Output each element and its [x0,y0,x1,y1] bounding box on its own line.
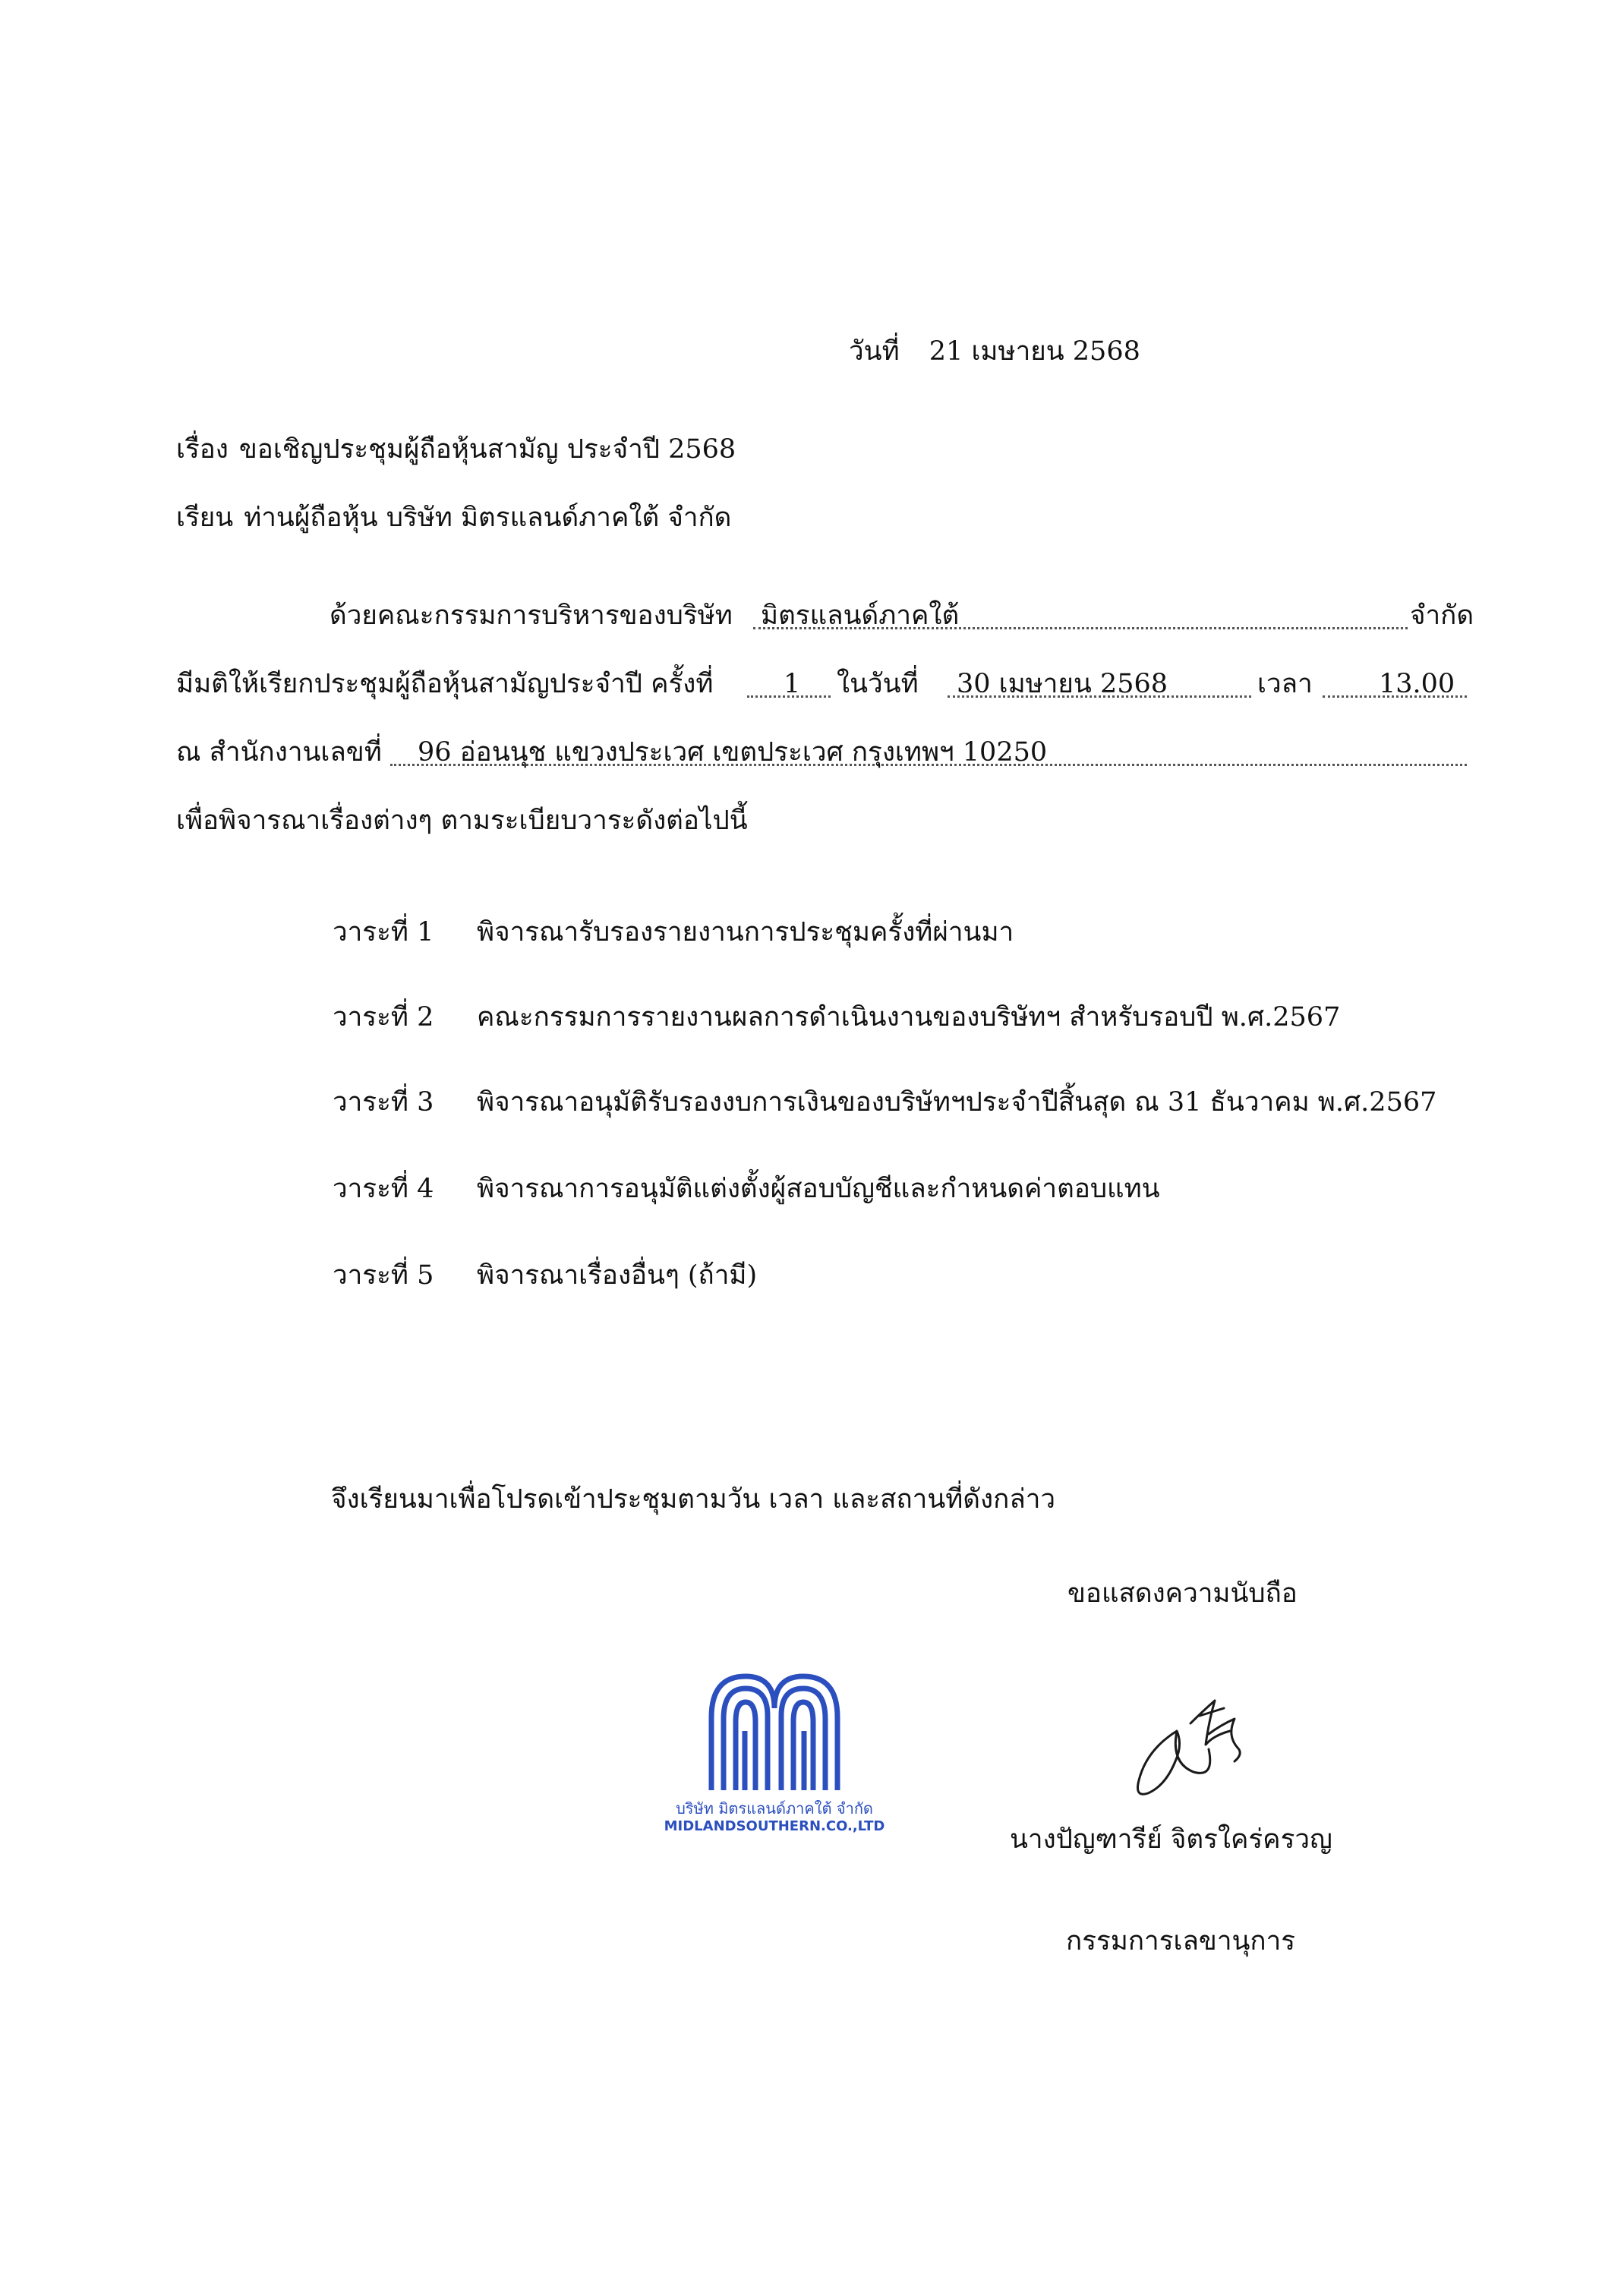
body-row-company [176,598,1474,636]
logo-name-english: MIDLANDSOUTHERN.CO.,LTD [664,1818,885,1834]
body-row1-prefix: ด้วยคณะกรรมการบริหารของบริษัท [330,601,733,631]
subject-line [176,432,736,467]
subject-label: เรื่อง [176,434,229,465]
meeting-number-value: 1 [784,669,801,699]
agenda-item-label: วาระที่ 1 [333,917,434,947]
addressee-line [176,500,731,535]
agenda-item [333,1085,1436,1120]
signer-position: กรรมการเลขานุการ [1066,1926,1296,1956]
agenda-item-text: พิจารณารับรองรายงานการประชุมครั้งที่ผ่านมา [477,917,1014,947]
company-name-value: มิตรแลนด์ภาคใต้ [761,601,960,631]
subject-text: ขอเชิญประชุมผู้ถือหุ้นสามัญ ประจำปี 2568 [238,434,736,465]
agenda-item-label: วาระที่ 3 [333,1087,434,1118]
meeting-date-value: 30 เมษายน 2568 [957,669,1168,699]
addressee-label: เรียน [176,503,234,533]
body-row2-date-label: ในวันที่ [837,669,919,699]
body-row-intro [176,803,1467,841]
agenda-item [333,1000,1340,1035]
letter-date [849,334,1140,369]
meeting-time-value: 13.00 [1379,669,1455,699]
signature-icon [1124,1678,1268,1814]
body-row2-time-label: เวลา [1257,669,1313,699]
agenda-item-text: พิจารณาอนุมัติรับรองงบการเงินของบริษัทฯประจำปีสิ้นสุด ณ 31 ธันวาคม พ.ศ.2567 [477,1087,1437,1118]
agenda-item [333,1171,1160,1206]
agenda-item-label: วาระที่ 4 [333,1174,434,1204]
date-value: 21 เมษายน 2568 [929,336,1140,367]
agenda-item-text: พิจารณาเรื่องอื่นๆ (ถ้ามี) [477,1260,758,1291]
addressee-text: ท่านผู้ถือหุ้น บริษัท มิตรแลนด์ภาคใต้ จำกัด [244,503,732,533]
signer-name: นางปัญฑารีย์ จิตรใคร่ครวญ [1010,1824,1332,1855]
logo-name-thai: บริษัท มิตรแลนด์ภาคใต้ จำกัด [676,1799,873,1818]
agenda-item [333,915,1014,950]
arches-logo-icon [649,1663,900,1796]
agenda-item [333,1258,757,1293]
agenda-item-label: วาระที่ 5 [333,1260,434,1291]
agenda-item-label: วาระที่ 2 [333,1002,434,1033]
closing-text: จึงเรียนมาเพื่อโปรดเข้าประชุมตามวัน เวลา และสถานที่ดังกล่าว [331,1484,1056,1515]
body-row3-prefix: ณ สำนักงานเลขที่ [176,737,382,768]
company-logo [649,1663,900,1845]
respect-text: ขอแสดงความนับถือ [1067,1578,1298,1609]
body-row2-prefix: มีมติให้เรียกประชุมผู้ถือหุ้นสามัญประจำปี ครั้งที่ [176,669,714,699]
body-row-address [176,735,1467,773]
body-row-meeting [176,667,1467,705]
body-row1-suffix: จำกัด [1410,601,1474,631]
agenda-item-text: พิจารณาการอนุมัติแต่งตั้งผู้สอบบัญชีและกำหนดค่าตอบแทน [477,1174,1160,1204]
date-label: วันที่ [849,336,900,367]
agenda-intro: เพื่อพิจารณาเรื่องต่างๆ ตามระเบียบวาระดังต่อไปนี้ [176,806,748,836]
address-value: 96 อ่อนนุช แขวงประเวศ เขตประเวศ กรุงเทพฯ 10250 [418,737,1048,768]
agenda-item-text: คณะกรรมการรายงานผลการดำเนินงานของบริษัทฯ สำหรับรอบปี พ.ศ.2567 [477,1002,1341,1033]
